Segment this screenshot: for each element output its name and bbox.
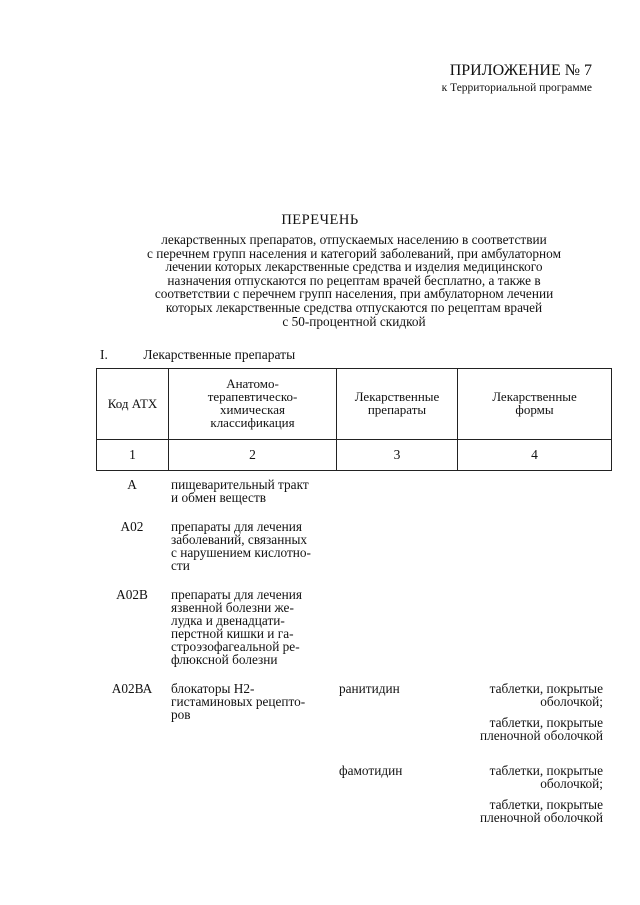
subtitle-line: лечении которых лекарственные средства и изделия медицинского xyxy=(165,259,543,275)
table-row xyxy=(96,764,611,824)
section-title: Лекарственные препараты xyxy=(143,347,296,362)
table-row xyxy=(96,682,611,742)
classification: пищеварительный тракт и обмен веществ xyxy=(171,477,309,505)
atc-code: А02ВА xyxy=(111,681,153,696)
table-row xyxy=(96,588,611,666)
header-forms: Лекарственные формы xyxy=(458,369,612,440)
document-subtitle xyxy=(104,233,604,328)
table-row xyxy=(96,520,611,572)
classification xyxy=(168,764,336,824)
column-number: 3 xyxy=(337,440,458,471)
dosage-form: таблетки, покрытые оболочкой; xyxy=(489,763,603,791)
dosage-form: таблетки, покрытые оболочкой; xyxy=(489,681,603,709)
atc-code: А xyxy=(127,477,137,492)
section-heading xyxy=(100,347,295,363)
subtitle-line: соответствии с перечнем групп населения, при амбулаторном лечении xyxy=(154,286,554,302)
header-atc-code: Код АТХ xyxy=(97,369,169,440)
atc-code: А02В xyxy=(116,587,148,602)
drug-table-header xyxy=(96,368,612,471)
classification: препараты для лечения язвенной болезни же- лудка и двенадцати- перстной кишки и га- строэзофагеальной ре- флюксной болезни xyxy=(171,587,302,667)
classification: блокаторы Н2- гистаминовых рецепто- ров xyxy=(171,681,306,722)
subtitle-line: назначения отпускаются по рецептам врачей бесплатно, а также в xyxy=(167,272,541,288)
dosage-forms xyxy=(457,682,611,742)
appendix-header xyxy=(380,62,592,95)
dosage-form: таблетки, покрытые пленочной оболочкой xyxy=(479,797,603,825)
subtitle-line: с 50-процентной скидкой xyxy=(282,313,426,329)
dosage-form: таблетки, покрытые пленочной оболочкой xyxy=(479,715,603,743)
header-classification: Анатомо- терапевтическо- химическая классификация xyxy=(169,369,337,440)
appendix-number: ПРИЛОЖЕНИЕ № 7 xyxy=(449,62,592,79)
atc-code xyxy=(96,764,168,824)
drug-name: ранитидин xyxy=(339,681,400,696)
column-number: 4 xyxy=(458,440,612,471)
column-number: 2 xyxy=(169,440,337,471)
classification: препараты для лечения заболеваний, связанных с нарушением кислотно- сти xyxy=(171,519,311,573)
drug-table-body xyxy=(96,478,611,824)
appendix-subtitle: к Территориальной программе xyxy=(441,82,592,94)
document-title: ПЕРЕЧЕНЬ xyxy=(281,212,359,228)
subtitle-line: которых лекарственные средства отпускаются по рецептам врачей xyxy=(165,299,543,315)
drug-name: фамотидин xyxy=(339,763,403,778)
subtitle-line: с перечнем групп населения и категорий заболеваний, при амбулаторном xyxy=(146,245,561,261)
section-index: I. xyxy=(100,347,108,362)
column-number: 1 xyxy=(97,440,169,471)
atc-code: А02 xyxy=(120,519,144,534)
table-row xyxy=(96,478,611,504)
subtitle-line: лекарственных препаратов, отпускаемых населению в соответствии xyxy=(161,232,547,247)
dosage-forms xyxy=(457,764,611,824)
header-drugs: Лекарственные препараты xyxy=(337,369,458,440)
